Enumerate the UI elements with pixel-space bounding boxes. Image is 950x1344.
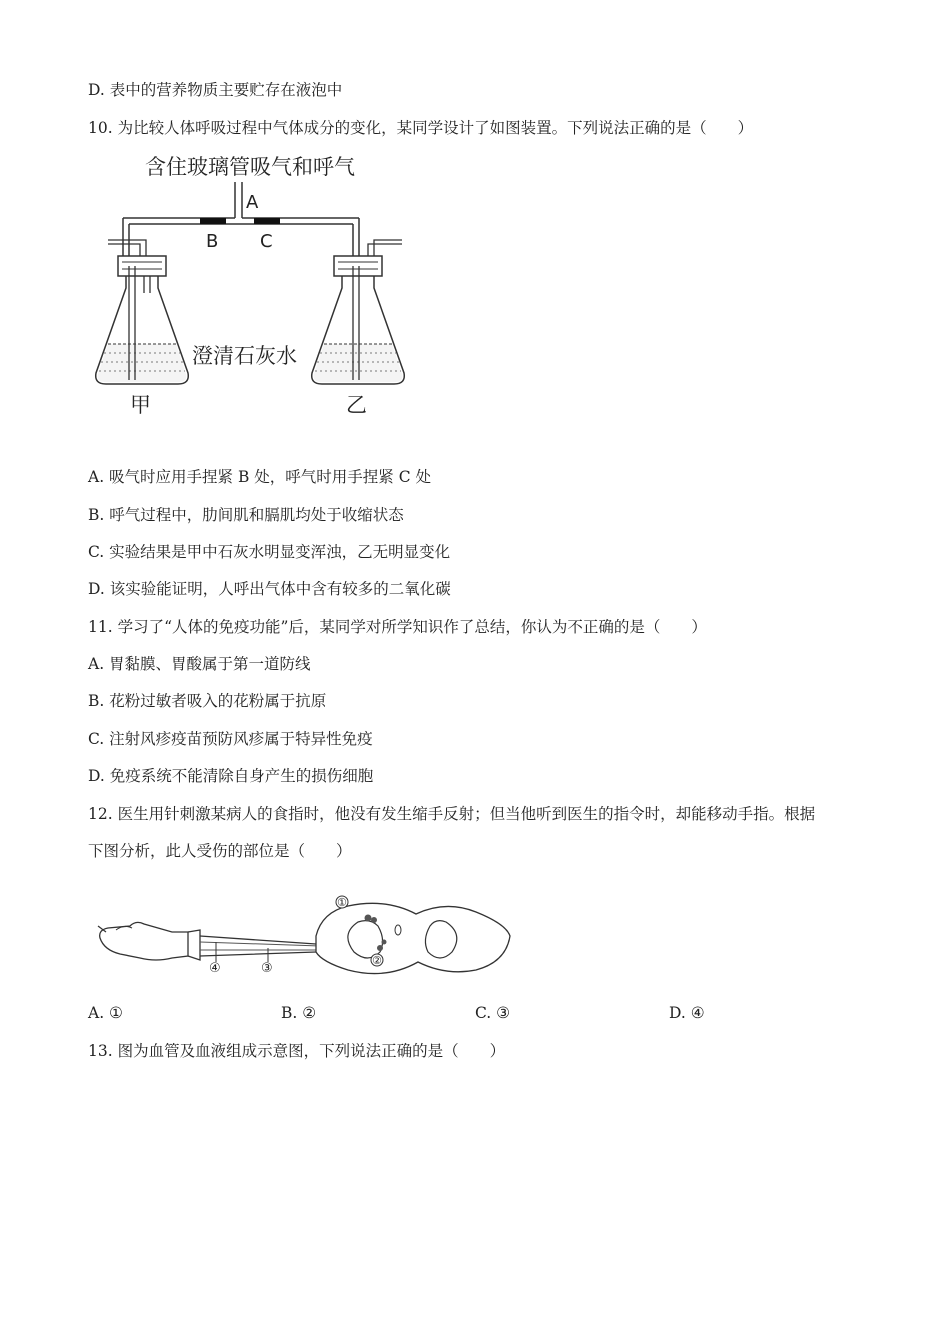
q12-option-c: C. ③ — [475, 1004, 511, 1022]
clamp-c — [254, 218, 280, 224]
flask-yi — [312, 240, 405, 384]
q12-option-d: D. ④ — [669, 1004, 705, 1022]
q10-flask-left-label: 甲 — [130, 393, 151, 417]
q12-option-a: A. ① — [88, 1004, 123, 1022]
q10-option-d: D. 该实验能证明，人呼出气体中含有较多的二氧化碳 — [88, 580, 451, 598]
q12-stem-line1: 12. 医生用针刺激某病人的食指时，他没有发生缩手反射；但当他听到医生的指令时，却能移动手指。根据 — [88, 805, 816, 823]
flask-jia — [96, 240, 189, 384]
clamp-b — [200, 218, 226, 224]
q13-stem: 13. 图为血管及血液组成示意图，下列说法正确的是（ ） — [88, 1042, 506, 1060]
q11-option-d: D. 免疫系统不能清除自身产生的损伤细胞 — [88, 767, 374, 785]
q10-apparatus-figure — [88, 148, 418, 420]
q10-option-b: B. 呼气过程中，肋间肌和膈肌均处于收缩状态 — [88, 506, 404, 524]
q11-option-a: A. 胃黏膜、胃酸属于第一道防线 — [88, 655, 311, 673]
q10-stem: 10. 为比较人体呼吸过程中气体成分的变化，某同学设计了如图装置。下列说法正确的是（ ） — [88, 119, 754, 137]
q10-label-a: A — [246, 192, 259, 213]
q11-option-b: B. 花粉过敏者吸入的花粉属于抗原 — [88, 692, 327, 710]
prev-option-d: D. 表中的营养物质主要贮存在液泡中 — [88, 81, 343, 99]
q10-option-c: C. 实验结果是甲中石灰水明显变浑浊，乙无明显变化 — [88, 543, 451, 561]
q10-liquid-label: 澄清石灰水 — [192, 344, 297, 368]
q10-label-b: B — [206, 231, 219, 252]
q10-label-c: C — [260, 231, 273, 252]
q12-reflex-arc-figure — [96, 890, 516, 980]
marker-4: ④ — [209, 961, 221, 976]
q12-stem-line2: 下图分析，此人受伤的部位是（ ） — [88, 842, 352, 860]
marker-3: ③ — [261, 961, 273, 976]
marker-2: ② — [372, 954, 382, 967]
q12-option-b: B. ② — [281, 1004, 317, 1022]
q10-flask-right-label: 乙 — [346, 393, 367, 417]
marker-1: ① — [337, 896, 347, 909]
q11-option-c: C. 注射风疹疫苗预防风疹属于特异性免疫 — [88, 730, 373, 748]
q11-stem: 11. 学习了“人体的免疫功能”后，某同学对所学知识作了总结，你认为不正确的是（ ） — [88, 618, 707, 636]
q10-option-a: A. 吸气时应用手捏紧 B 处，呼气时用手捏紧 C 处 — [88, 468, 432, 486]
q10-caption: 含住玻璃管吸气和呼气 — [145, 155, 355, 179]
